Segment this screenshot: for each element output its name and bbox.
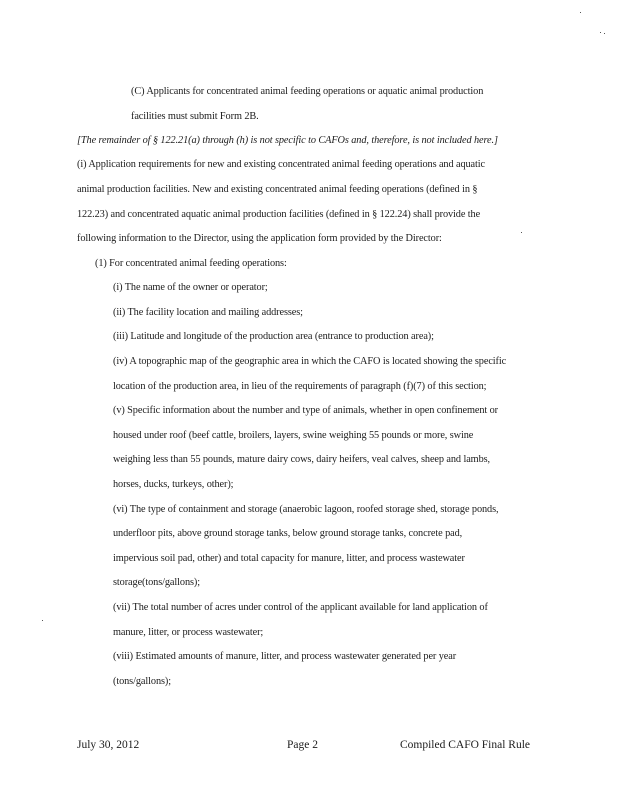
item-vi-line-3: impervious soil pad, other) and total capacity for manure, litter, and process wastewater [113, 553, 465, 564]
scan-speck [521, 232, 522, 233]
item-ii: (ii) The facility location and mailing addresses; [113, 307, 303, 318]
text-line-form-2b-1: (C) Applicants for concentrated animal feeding operations or aquatic animal production [131, 86, 484, 97]
item-v-line-3: weighing less than 55 pounds, mature dairy cows, dairy heifers, veal calves, sheep and lambs, [113, 454, 491, 465]
item-v-line-1: (v) Specific information about the number and type of animals, whether in open confinement or [113, 405, 499, 416]
editorial-note: [The remainder of § 122.21(a) through (h) is not specific to CAFOs and, therefore, is not included here.] [77, 135, 498, 146]
scan-speck [600, 32, 601, 33]
footer-date: July 30, 2012 [77, 739, 140, 751]
scan-speck [42, 620, 43, 621]
item-vi-line-2: underfloor pits, above ground storage tanks, below ground storage tanks, concrete pad, [113, 528, 463, 539]
section-i-line-4: following information to the Director, using the application form provided by the Director: [77, 233, 442, 244]
section-i-line-2: animal production facilities. New and existing concentrated animal feeding operations (defined in § [77, 184, 478, 195]
item-vii-line-2: manure, litter, or process wastewater; [113, 627, 264, 638]
section-i-line-3: 122.23) and concentrated aquatic animal production facilities (defined in § 122.24) shall provide the [77, 209, 481, 220]
item-v-line-2: housed under roof (beef cattle, broilers, layers, swine weighing 55 pounds or more, swine [113, 430, 474, 441]
section-i-heading: (i) Application requirements for new and existing concentrated animal feeding operations and aquatic [77, 159, 486, 170]
scan-speck [580, 12, 581, 13]
subsection-1-heading: (1) For concentrated animal feeding operations: [95, 258, 287, 269]
item-v-line-4: horses, ducks, turkeys, other); [113, 479, 234, 490]
item-i: (i) The name of the owner or operator; [113, 282, 268, 293]
item-iv-line-2: location of the production area, in lieu of the requirements of paragraph (f)(7) of this section; [113, 381, 487, 392]
footer-document-title: Compiled CAFO Final Rule [400, 739, 531, 751]
text-line-form-2b-2: facilities must submit Form 2B. [131, 111, 259, 122]
item-viii-line-2: (tons/gallons); [113, 676, 171, 687]
item-viii-line-1: (viii) Estimated amounts of manure, litter, and process wastewater generated per year [113, 651, 457, 662]
item-vi-line-1: (vi) The type of containment and storage (anaerobic lagoon, roofed storage shed, storage ponds, [113, 504, 499, 515]
item-vii-line-1: (vii) The total number of acres under control of the applicant available for land application of [113, 602, 488, 613]
item-iv-line-1: (iv) A topographic map of the geographic area in which the CAFO is located showing the specific [113, 356, 507, 367]
scan-speck [604, 33, 605, 34]
footer-page-number: Page 2 [287, 739, 318, 751]
item-iii: (iii) Latitude and longitude of the production area (entrance to production area); [113, 331, 434, 342]
item-vi-line-4: storage(tons/gallons); [113, 577, 201, 588]
